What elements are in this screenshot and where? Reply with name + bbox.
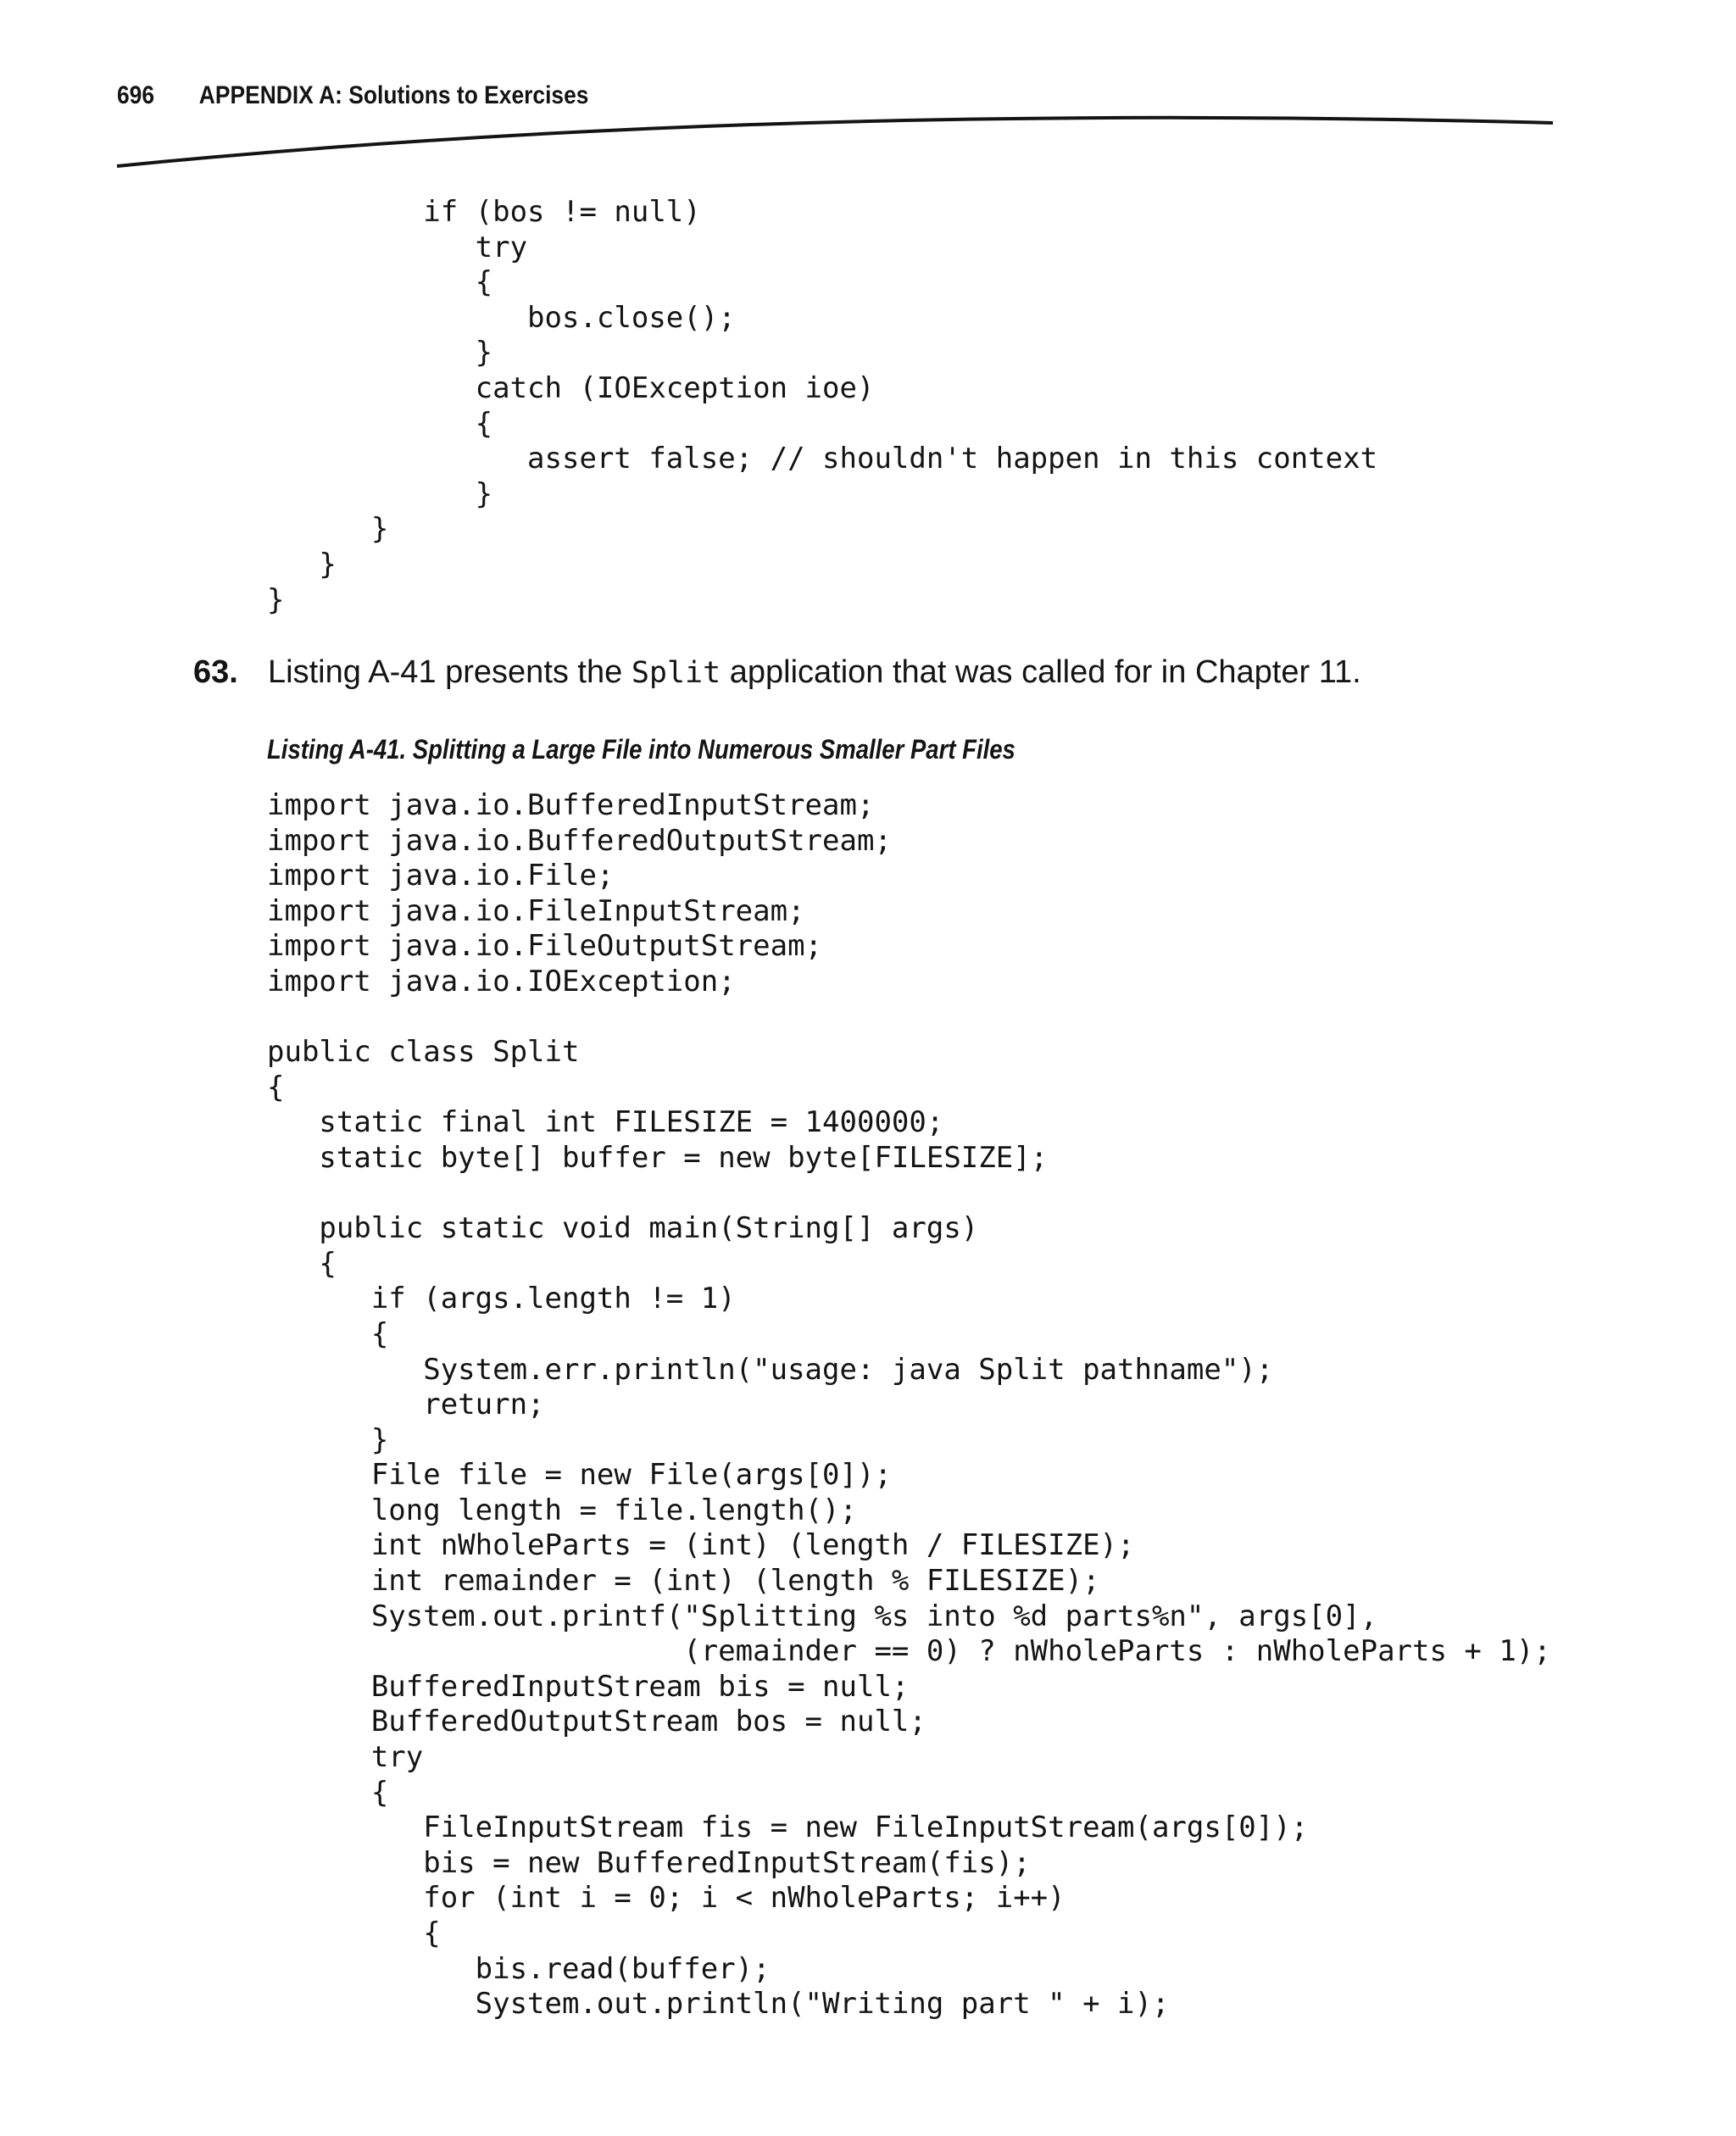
header-rule bbox=[0, 0, 1736, 186]
running-title: APPENDIX A: Solutions to Exercises bbox=[198, 81, 589, 109]
code-block-continued: if (bos != null) try { bos.close(); } catch (IOException ioe) { assert false; // shouldn't happen in this context } } } } bbox=[267, 195, 1378, 617]
code-listing: import java.io.BufferedInputStream; import java.io.BufferedOutputStream; import java.io.File; import java.io.FileInputStream; import java.io.FileOutputStream; import java.io.IOException; public class Split { static final int FILESIZE = 1400000; static byte[] buffer = new byte[FILESIZE]; public static void main(String[] args) { if (args.length != 1) { System.err.println("usage: java Split pathname"); return; } File file = new File(args[0]); long length = file.length(); int nWholeParts = (int) (length / FILESIZE); int remainder = (int) (length % FILESIZE); System.out.printf("Splitting %s into %d parts%n", args[0], (remainder == 0) ? nWholeParts : nWholeParts + 1); BufferedInputStream bis = null; BufferedOutputStream bos = null; try { FileInputStream fis = new FileInputStream(args[0]); bis = new BufferedInputStream(fis); for (int i = 0; i < nWholeParts; i++) { bis.read(buffer); System.out.println("Writing part " + i); bbox=[267, 788, 1551, 2022]
item-text-after: application that was called for in Chapter 11. bbox=[721, 654, 1361, 690]
item-inline-code: Split bbox=[631, 656, 721, 690]
item-text-before: Listing A-41 presents the bbox=[268, 654, 632, 690]
item-number: 63. bbox=[193, 654, 238, 690]
page-number: 696 bbox=[117, 81, 155, 109]
listing-caption: Listing A-41. Splitting a Large File into Numerous Smaller Part Files bbox=[267, 734, 1015, 765]
exercise-item bbox=[193, 654, 1361, 691]
